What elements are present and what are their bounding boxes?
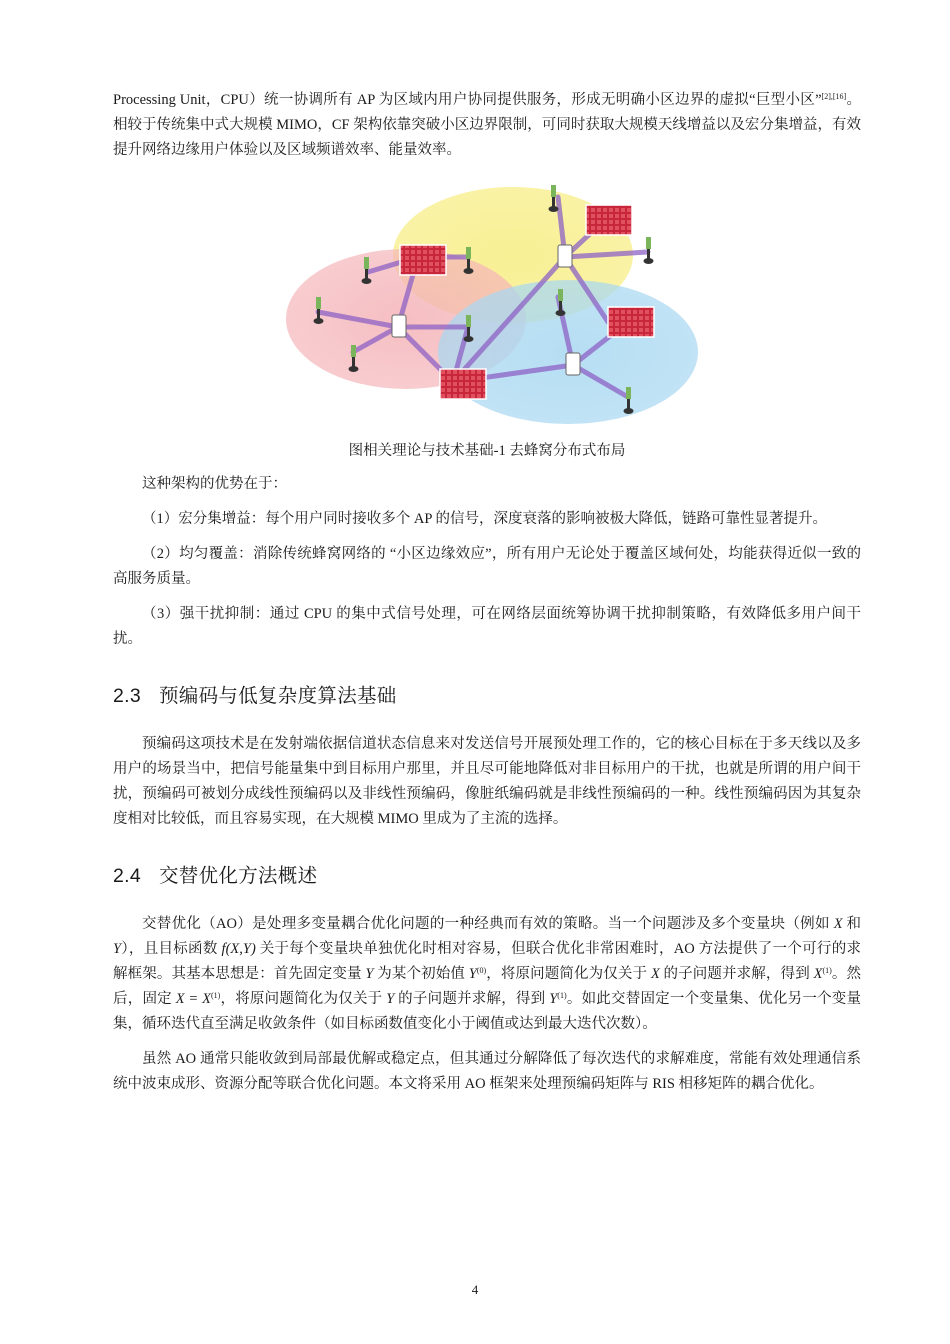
math-var: Y <box>468 966 477 982</box>
advantage-item: （2）均匀覆盖：消除传统蜂窝网络的 “小区边缘效应”，所有用户无论处于覆盖区域何处，均能获得近似一致的高服务质量。 <box>113 546 861 587</box>
section-number: 2.3 <box>113 685 142 707</box>
figure-caption: 图相关理论与技术基础-1 去蜂窝分布式布局 <box>348 443 626 459</box>
math-equation: X = X <box>175 991 211 1007</box>
cell-free-diagram <box>278 177 698 432</box>
advantage-item: （3）强干扰抑制：通过 CPU 的集中式信号处理，可在网络层面统筹协调干扰抑制策略，有效降低多用户间干扰。 <box>113 606 861 647</box>
text: ，将原问题简化为仅关于 <box>220 991 387 1007</box>
math-superscript: (1) <box>210 991 221 1000</box>
page-body <box>113 88 861 1097</box>
section-2-4-paragraph-1 <box>113 912 861 1037</box>
text: ），且目标函数 <box>121 941 222 957</box>
math-superscript: (1) <box>822 966 832 975</box>
section-title: 预编码与低复杂度算法基础 <box>159 685 397 707</box>
math-var: X <box>813 966 823 982</box>
text: 交替优化（AO）是处理多变量耦合优化问题的一种经典而有效的策略。当一个问题涉及多个变量块（例如 <box>142 916 834 932</box>
section-heading-2-3 <box>113 680 861 708</box>
text: 的子问题并求解，得到 <box>659 966 814 982</box>
math-superscript: (1) <box>557 991 567 1000</box>
text: 的子问题并求解，得到 <box>394 991 550 1007</box>
section-title: 交替优化方法概述 <box>159 865 318 887</box>
text: 为某个初始值 <box>373 966 469 982</box>
text: 。然后，固定 <box>113 966 862 1007</box>
section-2-4-paragraph-2: 虽然 AO 通常只能收敛到局部最优解或稳定点，但其通过分解降低了每次迭代的求解难度，常能有效处理通信系统中波束成形、资源分配等联合优化问题。本文将采用 AO 框架来处理预编码矩阵与 RIS 相移矩阵的耦合优化。 <box>113 1051 861 1092</box>
text: 关于每个变量块单独优化时相对容易，但联合优化非常困难时，AO 方法提供了一个可行的求解框架。其基本思想是：首先固定变量 <box>113 941 861 982</box>
math-var: Y <box>549 991 558 1007</box>
advantages-lead: 这种架构的优势在于： <box>142 476 287 492</box>
math-var: Y <box>113 941 122 957</box>
page-number: 4 <box>471 1282 479 1297</box>
citation: [2],[16] <box>821 92 847 101</box>
intro-text-1: Processing Unit，CPU）统一协调所有 AP 为区域内用户协同提供服务，形成无明确小区边界的虚拟“巨型小区” <box>113 92 822 108</box>
intro-text-2: 。相较于传统集中式大规模 MIMO，CF 架构依靠突破小区边界限制，可同时获取大规模天线增益以及宏分集增益，有效提升网络边缘用户体验以及区域频谱效率、能量效率。 <box>113 92 862 158</box>
text: 。如此交替固定一个变量集、优化另一个变量集，循环迭代直至满足收敛条件（如目标函数值变化小于阈值或达到最大迭代次数）。 <box>113 991 862 1032</box>
section-number: 2.4 <box>113 865 142 887</box>
math-var: Y <box>365 966 374 982</box>
section-2-3-body: 预编码这项技术是在发射端依据信道状态信息来对发送信号开展预处理工作的，它的核心目标在于多天线以及多用户的场景当中，把信号能量集中到目标用户那里，并且尽可能地降低对非目标用户的干扰，也就是所谓的用户间干扰，预编码可被划分成线性预编码以及非线性预编码，像脏纸编码就是非线性预编码的一种。线性预编码因为其复杂度相对比较低，而且容易实现，在大规模 MIMO 里成为了主流的选择。 <box>113 736 861 827</box>
cell-free-figure <box>278 177 698 432</box>
math-var: X <box>650 966 660 982</box>
math-var: Y <box>386 991 395 1007</box>
advantage-item: （1）宏分集增益：每个用户同时接收多个 AP 的信号，深度衰落的影响被极大降低，链路可靠性显著提升。 <box>142 511 827 527</box>
math-superscript: (0) <box>476 966 487 975</box>
text: ，将原问题简化为仅关于 <box>486 966 651 982</box>
math-function: f(X,Y) <box>221 941 256 957</box>
text: 和 <box>842 916 861 932</box>
intro-paragraph <box>113 88 861 163</box>
math-var: X <box>833 916 843 932</box>
section-heading-2-4 <box>113 860 861 888</box>
